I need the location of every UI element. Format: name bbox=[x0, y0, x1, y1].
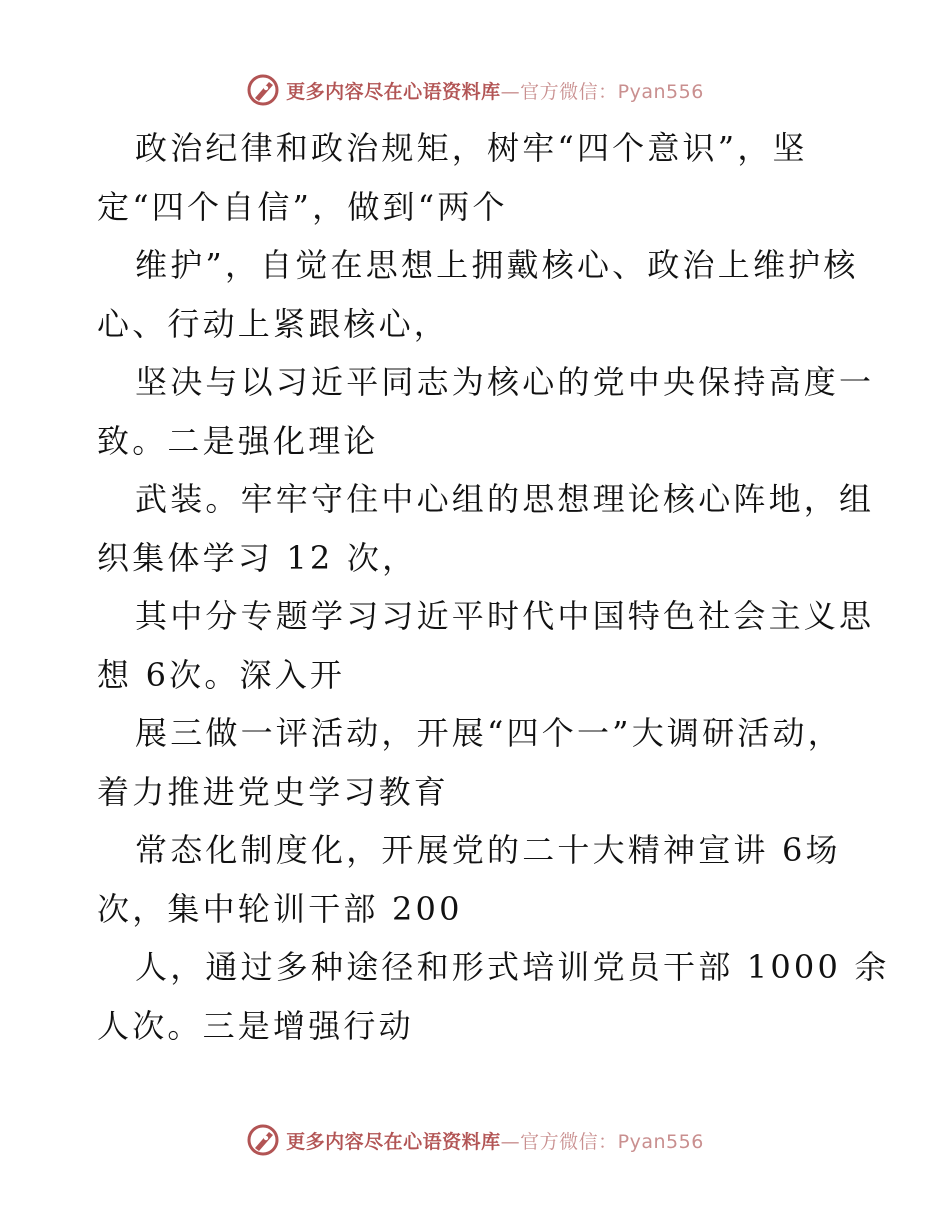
header-watermark bbox=[0, 70, 950, 110]
text-line: 展三做一评活动，开展“四个一”大调研活动， bbox=[135, 714, 843, 752]
document-body bbox=[97, 119, 890, 1055]
text-line: 致。二是强化理论 bbox=[97, 421, 379, 460]
pen-circle-logo-icon bbox=[246, 1123, 280, 1157]
text-line: 维护”，自觉在思想上拥戴核心、政治上维护核 bbox=[135, 246, 859, 284]
watermark-text: 更多内容尽在心语资料库—官方微信：Pyan556 bbox=[286, 1130, 704, 1153]
text-line: 武装。牢牢守住中心组的思想理论核心阵地，组 bbox=[135, 480, 875, 518]
text-line: 常态化制度化，开展党的二十大精神宣讲 6场 bbox=[135, 831, 841, 869]
text-line: 定“四个自信”，做到“两个 bbox=[97, 187, 508, 226]
text-line: 织集体学习 12 次， bbox=[97, 538, 418, 577]
text-line: 想 6次。深入开 bbox=[97, 655, 346, 694]
text-line: 次，集中轮训干部 200 bbox=[97, 889, 463, 928]
text-line: 坚决与以习近平同志为核心的党中央保持高度一 bbox=[135, 363, 875, 401]
text-line: 其中分专题学习习近平时代中国特色社会主义思 bbox=[135, 597, 875, 635]
text-line: 心、行动上紧跟核心， bbox=[97, 304, 450, 343]
text-line: 人次。三是增强行动 bbox=[97, 1006, 414, 1045]
pen-circle-logo-icon bbox=[246, 73, 280, 107]
text-line: 着力推进党史学习教育 bbox=[97, 772, 450, 811]
footer-watermark bbox=[0, 1120, 950, 1160]
text-line: 人，通过多种途径和形式培训党员干部 1000 余 bbox=[135, 948, 890, 986]
text-line: 政治纪律和政治规矩，树牢“四个意识”，坚 bbox=[135, 129, 808, 167]
watermark-text: 更多内容尽在心语资料库—官方微信：Pyan556 bbox=[286, 80, 704, 103]
